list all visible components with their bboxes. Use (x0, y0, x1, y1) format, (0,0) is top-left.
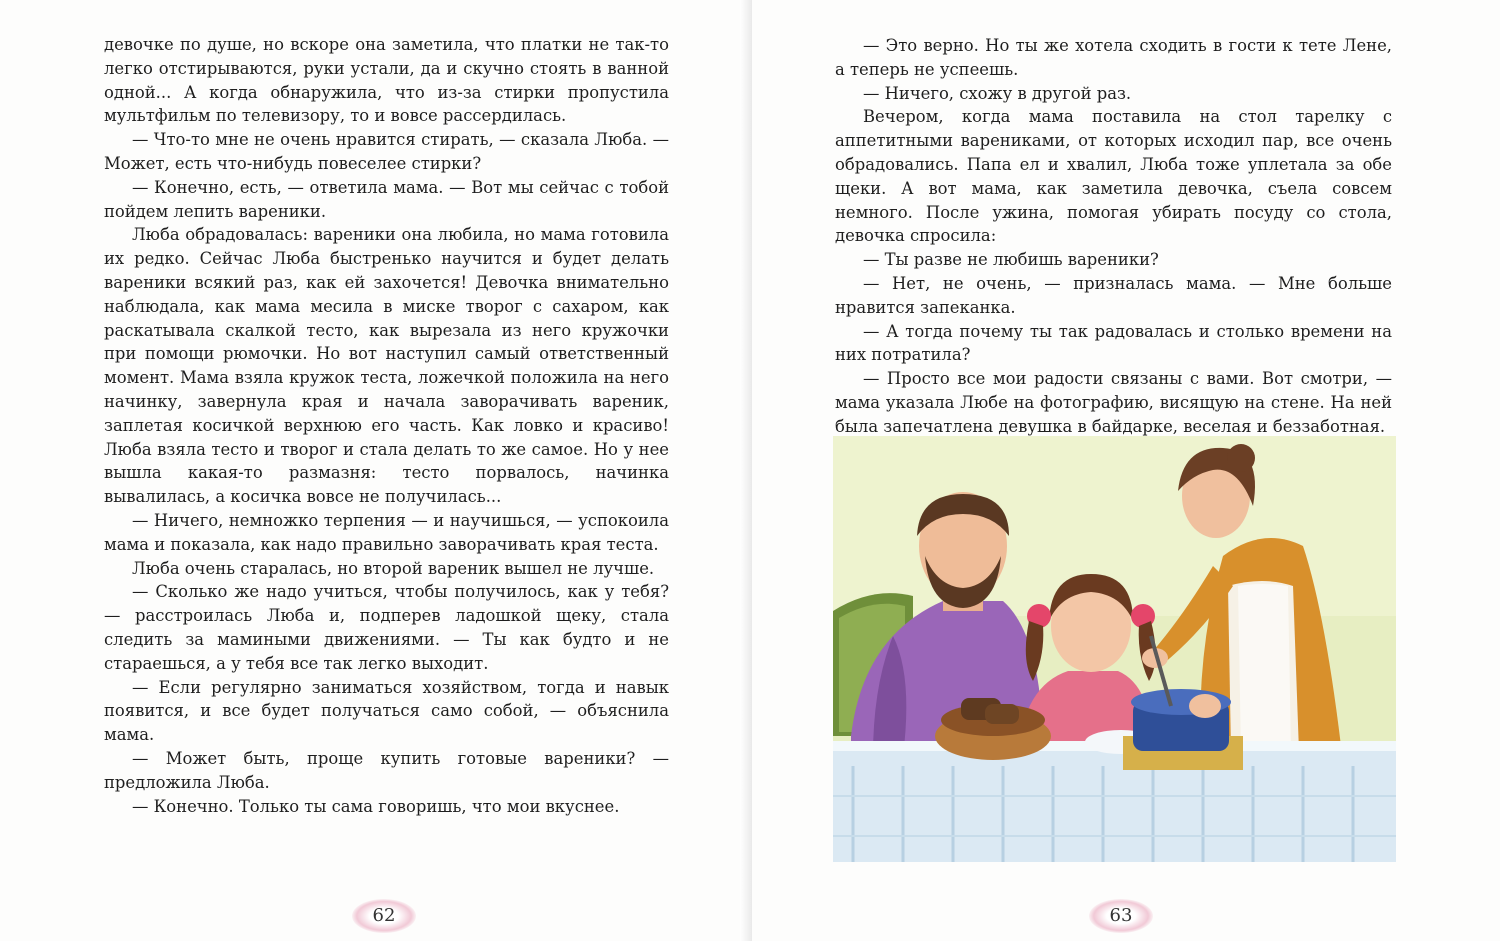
paragraph: — А тогда почему ты так радовалась и столько времени на них потратила? (835, 321, 1392, 365)
paragraph: Вечером, когда мама поставила на стол тарелку с аппетитными варениками, от которых исходил пар, все очень обрадовались. Папа ел и хвалил, Люба тоже уплетала за обе щеки. А вот мама, как заметила девочка, съела совсем немного. После ужина, помогая убирать посуду со стола, девочка спросила: (835, 107, 1392, 246)
family-kitchen-illustration (833, 436, 1396, 862)
paragraph: — Конечно, есть, — ответила мама. — Вот мы сейчас с тобой пойдем лепить вареники. (104, 177, 669, 221)
paragraph: — Это верно. Но ты же хотела сходить в гости к тете Лене, а теперь не успеешь. (835, 36, 1392, 79)
right-page-text (835, 34, 1392, 439)
paragraph: — Что-то мне не очень нравится стирать, — сказала Люба. — Может, есть что-нибудь повеселее стирки? (104, 130, 669, 173)
paragraph: — Ничего, немножко терпения — и научишься, — успокоила мама и показала, как надо правильно заворачивать края теста. (104, 510, 669, 554)
left-page-text (104, 33, 669, 818)
paragraph: — Ничего, схожу в другой раз. (863, 83, 1132, 103)
paragraph: — Конечно. Только ты сама говоришь, что мои вкуснее. (132, 796, 620, 816)
left-page (0, 0, 748, 941)
paragraph: девочке по душе, но вскоре она заметила, что платки не так-то легко отстирываются, руки устали, да и скучно стоять в ванной одной... А когда обнаружила, что из-за стирки пропустила мультфильм по телевизору, то и вовсе рассердилась. (104, 35, 669, 126)
paragraph: Люба очень старалась, но второй вареник вышел не лучше. (132, 558, 655, 578)
paragraph: — Сколько же надо учиться, чтобы получилось, как у тебя? — расстроилась Люба и, подперев ладошкой щеку, стала следить за мамиными движениями. — Ты как будто и не стараешься, а у тебя все так легко выходит. (104, 582, 669, 673)
paragraph: Люба обрадовалась: вареники она любила, но мама готовила их редко. Сейчас Люба быстренько научится и будет делать вареники всякий раз, как ей захочется! Девочка внимательно наблюдала, как мама месила в миске творог с сахаром, как раскатывала скалкой тесто, как вырезала из него кружочки при помощи рюмочки. Но вот наступил самый ответственный момент. Мама взяла кружок теста, ложечкой положила на него начинку, завернула края и начала заворачивать вареник, заплетая косичкой верхнюю его часть. Как ловко и красиво! Люба взяла тесто и творог и стала делать то же самое. Но у нее вышла какая-то размазня: тесто порвалось, начинка вывалилась, а косичка вовсе не получилась... (104, 225, 669, 507)
page-number-right: 63 (1089, 899, 1153, 933)
paragraph: — Нет, не очень, — призналась мама. — Мне больше нравится запеканка. (835, 273, 1392, 317)
paragraph: — Если регулярно заниматься хозяйством, тогда и навык появится, и все будет получаться само собой, — объяснила мама. (104, 677, 669, 745)
paragraph: — Просто все мои радости связаны с вами. Вот смотри, — мама указала Любе на фотографию, висящую на стене. На ней была запечатлена девушка в байдарке, веселая и беззаботная. (835, 369, 1392, 436)
page-number-left: 62 (352, 899, 416, 933)
paragraph: — Может быть, проще купить готовые вареники? — предложила Люба. (104, 748, 669, 792)
paragraph: — Ты разве не любишь вареники? (863, 250, 1159, 270)
